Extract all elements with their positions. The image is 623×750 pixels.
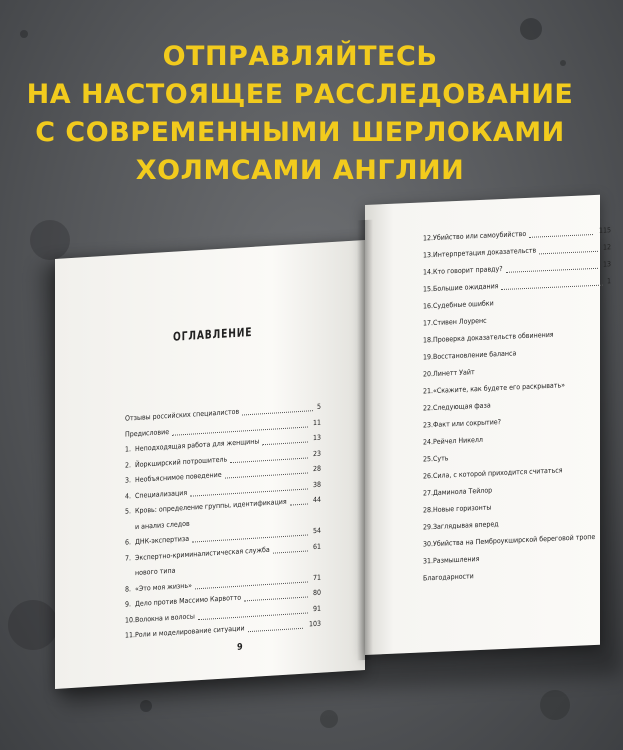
toc-entry-title: Факт или сокрытие? <box>433 418 502 430</box>
dot-leader <box>529 227 593 238</box>
toc-entry-title: Большие ожидания <box>433 282 499 294</box>
toc-entry-page: 1 <box>606 277 611 286</box>
toc-entry-number: 16. <box>423 302 434 311</box>
toc-entry-title: Роли и моделирование ситуации <box>135 624 245 640</box>
toc-entry-number: 2. <box>125 460 132 470</box>
toc-entry-number: 29. <box>423 523 434 532</box>
toc-entry-number: 21. <box>423 387 434 396</box>
toc-entry-title: Рейчел Никелл <box>433 435 483 447</box>
toc-entry-page: 13 <box>312 433 321 443</box>
toc-entry-title: Размышления <box>433 555 480 566</box>
toc-entry-number: 27. <box>423 489 434 498</box>
toc-title: ОГЛАВЛЕНИЕ <box>173 324 253 344</box>
toc-entry-number: 22. <box>423 404 434 413</box>
right-page <box>365 195 611 655</box>
toc-entry-title: Суть <box>433 454 449 464</box>
toc-entry-page: 23 <box>312 449 321 458</box>
toc-entry-number: 18. <box>423 336 434 345</box>
page-number: 9 <box>237 642 243 653</box>
toc-entry-number: 3. <box>125 476 132 485</box>
toc-entry-title: нового типа <box>135 566 176 578</box>
toc-entry-title: Заглядывая вперед <box>433 520 499 532</box>
toc-entry-title: «Скажите, как будете его раскрывать» <box>433 381 566 396</box>
toc-entry <box>423 498 613 515</box>
toc-entry-title: Убийство или самоубийство <box>433 229 527 243</box>
toc-entry-number: 11. <box>125 631 136 640</box>
toc-entry-number: 12. <box>423 234 434 243</box>
toc-entry-number: 10. <box>125 615 136 625</box>
toc-entry-number: 14. <box>423 268 434 277</box>
toc-entry-title: Благодарности <box>423 572 474 583</box>
toc-entry <box>423 430 613 447</box>
toc-entry-title: Неподходящая работа для женщины <box>135 437 260 454</box>
toc-entry <box>423 566 613 583</box>
toc-entry-number: 25. <box>423 455 434 464</box>
toc-entry-title: Новые горизонты <box>433 503 492 515</box>
toc-entry-page: 28 <box>312 464 321 474</box>
toc-entry-page: 103 <box>308 619 321 629</box>
toc-entry <box>423 277 613 294</box>
toc-entry <box>423 226 613 243</box>
toc-entry-page: 11 <box>312 418 321 427</box>
headline-line-1: ОТПРАВЛЯЙТЕСЬ <box>162 41 438 72</box>
toc-entry <box>423 328 613 345</box>
toc-entry <box>423 549 613 566</box>
toc-entry-title: Проверка доказательств обвинения <box>433 330 554 345</box>
headline-line-2: НА НАСТОЯЩЕЕ РАССЛЕДОВАНИЕ <box>26 79 574 110</box>
toc-entry-number: 9. <box>125 600 132 609</box>
toc-entry-number: 7. <box>125 553 132 563</box>
headline-line-3: С СОВРЕМЕННЫМИ ШЕРЛОКАМИ <box>35 117 565 148</box>
dot-leader <box>290 496 308 505</box>
toc-entry <box>423 481 613 498</box>
dot-leader <box>242 403 313 415</box>
dot-leader <box>501 278 603 290</box>
toc-entry-title: Интерпретация доказательств <box>433 246 537 260</box>
toc-entry <box>423 294 613 311</box>
toc-entry-title: Йоркширский потрошитель <box>135 454 228 469</box>
toc-entry <box>423 532 613 549</box>
toc-entry-page: 61 <box>312 542 321 551</box>
toc-entry-title: Следующая фаза <box>433 401 491 413</box>
toc-entry-title: Необъяснимое поведение <box>135 470 222 485</box>
dot-leader <box>230 450 308 463</box>
toc-entry-page: 38 <box>312 480 321 489</box>
toc-entry-number: 20. <box>423 370 434 379</box>
toc-entry-number: 15. <box>423 285 434 294</box>
toc-entry-number: 19. <box>423 353 434 362</box>
toc-entry <box>423 345 613 362</box>
toc-entry-page: 91 <box>312 604 321 613</box>
toc-entry <box>423 311 613 328</box>
toc-entry <box>423 362 613 379</box>
toc-entry-number: 6. <box>125 538 132 547</box>
book-spine <box>357 220 373 661</box>
toc-entry-title: Линетт Уайт <box>433 368 475 379</box>
toc-entry <box>423 447 613 464</box>
toc-entry-page: 71 <box>312 573 321 582</box>
toc-entry-page: 80 <box>312 588 321 598</box>
toc-entry-number: 13. <box>423 251 434 260</box>
toc-entry-title: Специализация <box>135 488 188 500</box>
toc-entry <box>423 515 613 532</box>
toc-entry-title: Убийства на Пемброукширской береговой тропе <box>433 532 596 549</box>
toc-entry <box>423 396 613 413</box>
dot-leader <box>244 589 308 601</box>
dot-leader <box>192 527 308 542</box>
toc-entry-number: 28. <box>423 506 434 515</box>
promo-headline <box>0 38 600 190</box>
toc-entry-title: Судебные ошибки <box>433 299 494 311</box>
right-toc-list <box>365 195 611 583</box>
toc-entry-title: Сила, с которой приходится считаться <box>433 466 563 481</box>
toc-entry <box>423 260 613 277</box>
toc-entry-title: Дело против Массимо Карвотто <box>135 593 242 609</box>
dot-leader <box>539 244 598 255</box>
toc-entry-title: и анализ следов <box>135 519 190 531</box>
toc-entry-title: Восстановление баланса <box>433 349 517 362</box>
toc-entry <box>423 413 613 430</box>
toc-entry-title: Даминола Тейлор <box>433 486 493 498</box>
dot-leader <box>172 419 308 435</box>
toc-entry-number: 5. <box>125 507 132 516</box>
toc-entry-title: Экспертно-криминалистическая служба <box>135 545 270 562</box>
toc-entry-page: 44 <box>312 495 321 505</box>
toc-entry-title: Отзывы российских специалистов <box>125 407 240 423</box>
dot-leader <box>225 465 308 478</box>
toc-entry-number: 31. <box>423 557 434 566</box>
dot-leader <box>262 434 308 445</box>
headline-line-4: ХОЛМСАМИ АНГЛИИ <box>135 155 465 186</box>
toc-entry-number: 26. <box>423 472 434 481</box>
toc-entry-number: 30. <box>423 540 434 549</box>
toc-entry <box>423 464 613 481</box>
toc-entry-title: «Это моя жизнь» <box>135 581 192 593</box>
dot-leader <box>198 605 308 620</box>
toc-entry-title: Кровь: определение группы, идентификация <box>135 497 287 516</box>
toc-entry-number: 4. <box>125 491 132 501</box>
toc-entry-number: 8. <box>125 584 132 594</box>
toc-entry-number: 23. <box>423 421 434 430</box>
toc-entry-title: Предисловие <box>125 427 170 439</box>
toc-entry-page: 115 <box>598 226 611 235</box>
dot-leader <box>195 574 308 589</box>
dot-leader <box>190 481 308 496</box>
toc-entry-number: 1. <box>125 445 132 454</box>
dot-leader <box>506 261 598 273</box>
left-page <box>55 240 365 689</box>
toc-entry-title: ДНК-экспертиза <box>135 534 190 547</box>
toc-entry-title: Кто говорит правду? <box>433 264 503 277</box>
toc-entry-page: 54 <box>312 526 321 536</box>
toc-entry-page: 13 <box>602 260 611 269</box>
toc-entry-page: 12 <box>602 243 611 252</box>
toc-entry <box>423 379 613 396</box>
toc-entry-title: Волокна и волосы <box>135 611 195 624</box>
toc-entry-number: 24. <box>423 438 434 447</box>
toc-entry-title: Стивен Лоуренс <box>433 316 487 328</box>
toc-entry-page: 5 <box>316 402 321 411</box>
toc-entry-number: 17. <box>423 319 434 328</box>
toc-entry <box>423 243 613 260</box>
dot-leader <box>248 621 303 632</box>
